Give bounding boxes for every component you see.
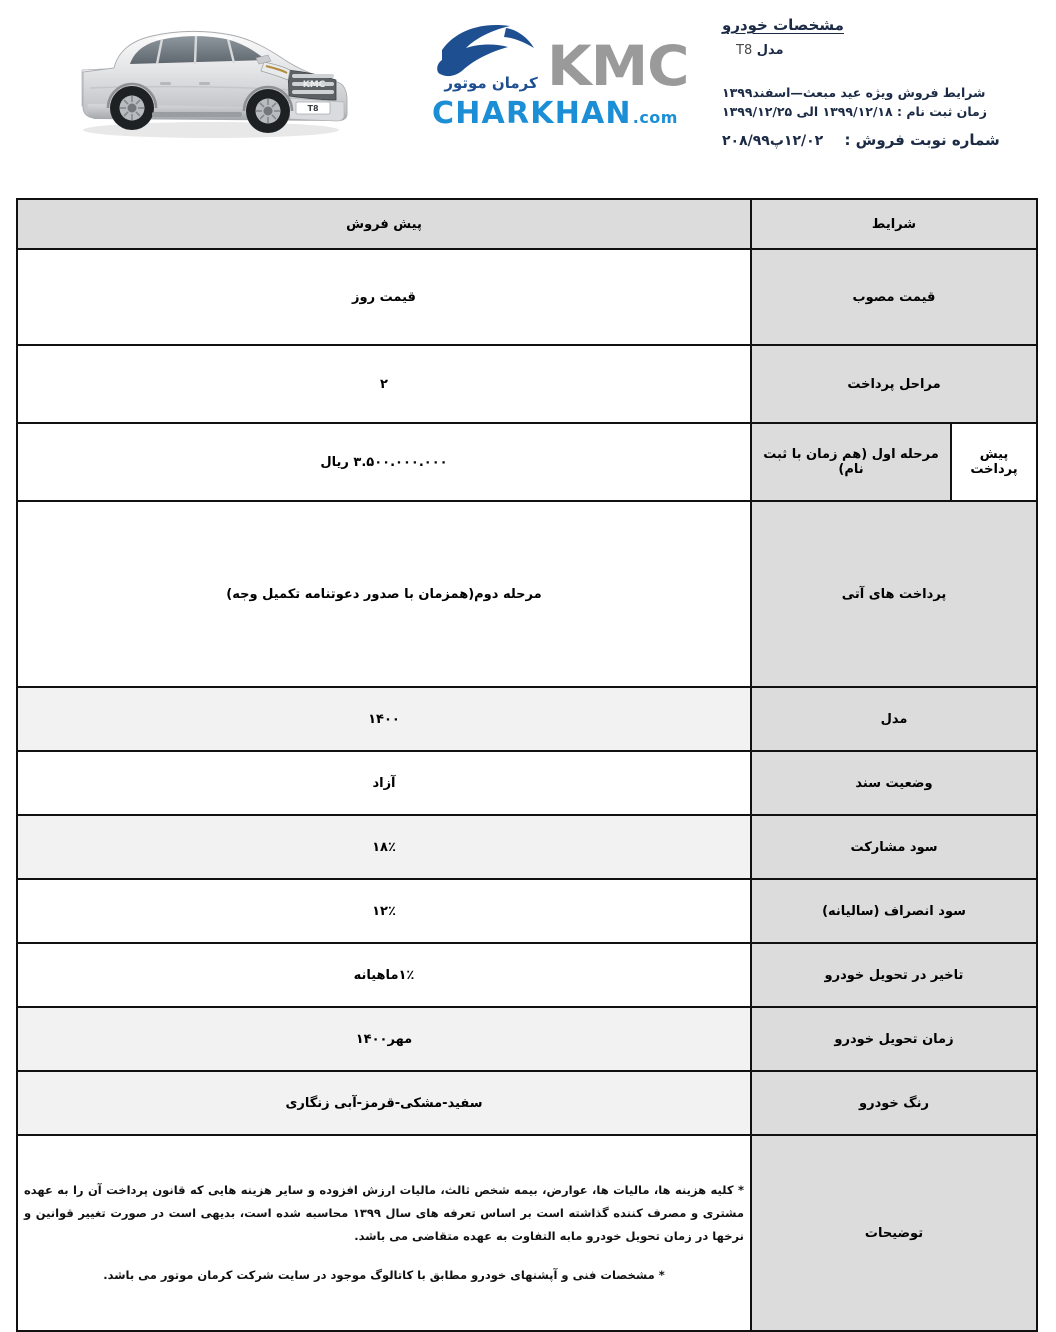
table-row-notes (17, 1135, 1037, 1331)
table-head (17, 199, 1037, 249)
charkhan-tld: .com (632, 108, 678, 127)
notes-cell (17, 1135, 751, 1331)
registration-period: زمان ثبت نام : ۱۳۹۹/۱۲/۱۸ الی ۱۳۹۹/۱۲/۲۵ (722, 104, 987, 120)
row-value-vehicle-color: سفید-مشکی-قرمز-آبی زنگاری (17, 1071, 751, 1135)
table-row (17, 345, 1037, 423)
sale-round-value: ۱۲/۰۲پ۲۰۸/۹۹ (722, 132, 824, 149)
model-label: مدل (756, 43, 784, 58)
note-item: * مشخصات فنی و آپشنهای خودرو مطابق با کاتالوگ موجود در سایت شرکت کرمان موتور می باشد. (103, 1268, 665, 1282)
sale-round-label: شماره نوبت فروش : (844, 130, 1000, 149)
table-row (17, 249, 1037, 345)
header-text-block (722, 10, 1042, 149)
table-row (17, 943, 1037, 1007)
row-value-approved-price: قیمت روز (17, 249, 751, 345)
specs-table-container (18, 198, 1038, 1332)
table-row (17, 879, 1037, 943)
row-value-cancellation-profit: ۱۲٪ (17, 879, 751, 943)
vehicle-badge-plate: T8 (307, 104, 319, 113)
row-label-notes: توضیحات (751, 1135, 1037, 1331)
brand-logo (432, 22, 689, 137)
kmc-wordmark: KMC (547, 33, 689, 98)
row-label-delivery-delay: تاخیر در تحویل خودرو (751, 943, 1037, 1007)
table-row (17, 1007, 1037, 1071)
row-label-model-year: مدل (751, 687, 1037, 751)
row-label-document-status: وضعیت سند (751, 751, 1037, 815)
table-row (17, 815, 1037, 879)
table-row (17, 501, 1037, 687)
row-label-cancellation-profit: سود انصراف (سالیانه) (751, 879, 1037, 943)
kmc-persian-wordmark: کرمان موتور (444, 74, 538, 92)
wheel-front (246, 89, 290, 133)
row-label-first-stage: مرحله اول (هم زمان با ثبت نام) (751, 423, 951, 501)
note-item: * کلیه هزینه ها، مالیات ها، عوارض، بیمه شخص ثالث، مالیات ارزش افزوده و سایر هزینه هایی که قانون پرداخت آن را به عهده مشتری و مصرف کننده گذاشته است بر اساس تعرفه های سال ۱۳۹۹ محاسبه شده است، بدیهی است در صورت تغییر قوانین و نرخها در زمان تحویل خودرو مابه التفاوت به عهده متقاضی می باشد. (23, 1183, 744, 1243)
row-value-delivery-delay: ۱٪ماهیانه (17, 943, 751, 1007)
row-label-vehicle-color: رنگ خودرو (751, 1071, 1037, 1135)
vehicle-grille-kmc: KMC (302, 80, 326, 90)
table-body (17, 249, 1037, 1331)
kmc-bird-icon (432, 20, 541, 92)
row-value-participation-profit: ۱۸٪ (17, 815, 751, 879)
model-value: T8 (736, 43, 753, 58)
table-row (17, 751, 1037, 815)
sale-round-line (722, 131, 1042, 149)
row-label-participation-profit: سود مشارکت (751, 815, 1037, 879)
table-row (17, 687, 1037, 751)
row-label-payment-stages: مراحل پرداخت (751, 345, 1037, 423)
row-label-approved-price: قیمت مصوب (751, 249, 1037, 345)
row-label-future-payments: پرداخت های آتی (751, 501, 1037, 687)
row-value-delivery-time: مهر۱۴۰۰ (17, 1007, 751, 1071)
row-value-payment-stages: ۲ (17, 345, 751, 423)
charkhan-wordmark: CHARKHAN (432, 96, 632, 131)
row-label-delivery-time: زمان تحویل خودرو (751, 1007, 1037, 1071)
vehicle-photo (56, 8, 356, 143)
model-line (722, 43, 1042, 58)
page-title: مشخصات خودرو (722, 16, 844, 34)
column-header-conditions: شرایط (751, 199, 1037, 249)
row-value-first-stage: ۳.۵۰۰.۰۰۰.۰۰۰ ریال (17, 423, 751, 501)
sale-conditions (722, 83, 1042, 122)
specs-table (16, 198, 1038, 1332)
table-row (17, 1071, 1037, 1135)
wheel-rear (110, 86, 154, 130)
page-header (0, 0, 1056, 190)
table-header-row (17, 199, 1037, 249)
sale-conditions-line1: شرایط فروش ویژه عید مبعث—اسفند۱۳۹۹ (722, 85, 986, 100)
row-value-model-year: ۱۴۰۰ (17, 687, 751, 751)
row-value-document-status: آزاد (17, 751, 751, 815)
table-row (17, 423, 1037, 501)
column-header-presale: پیش فروش (17, 199, 751, 249)
row-sublabel-down-payment: پیش پرداخت (951, 423, 1037, 501)
row-value-future-payments: مرحله دوم(همزمان با صدور دعوتنامه تکمیل وجه) (17, 501, 751, 687)
